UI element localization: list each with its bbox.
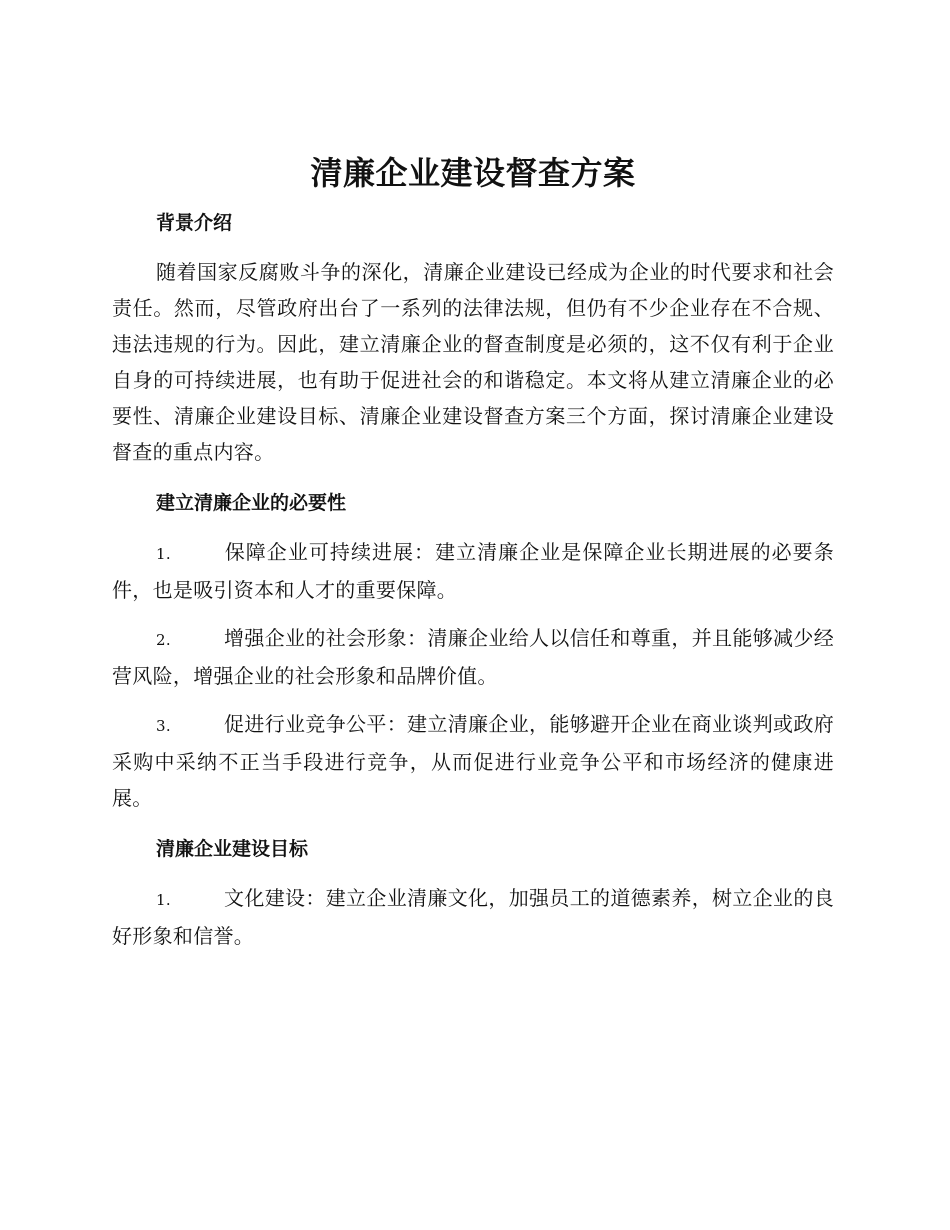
list-item — [112, 706, 834, 816]
list-number: 2. — [156, 631, 171, 649]
list-item-text: 文化建设：建立企业清廉文化，加强员工的道德素养，树立企业的良好形象和信誉。 — [112, 886, 834, 948]
list-item-text: 保障企业可持续进展：建立清廉企业是保障企业长期进展的必要条件，也是吸引资本和人才的重要保障。 — [112, 540, 834, 602]
document-body — [112, 150, 834, 954]
list-item — [112, 880, 834, 954]
section-heading-background: 背景介绍 — [156, 212, 233, 234]
background-paragraph: 随着国家反腐败斗争的深化，清廉企业建设已经成为企业的时代要求和社会责任。然而，尽管政府出台了一系列的法律法规，但仍有不少企业存在不合规、违法违规的行为。因此，建立清廉企业的督查制度是必须的，这不仅有利于企业自身的可持续进展，也有助于促进社会的和谐稳定。本文将从建立清廉企业的必要性、清廉企业建设目标、清廉企业建设督查方案三个方面，探讨清廉企业建设督查的重点内容。 — [112, 260, 834, 464]
list-item — [112, 534, 834, 608]
section-heading-goals: 清廉企业建设目标 — [156, 838, 309, 860]
list-number: 1. — [156, 891, 171, 909]
list-item-text: 促进行业竞争公平：建立清廉企业，能够避开企业在商业谈判或政府采购中采纳不正当手段进行竞争，从而促进行业竞争公平和市场经济的健康进展。 — [112, 712, 834, 810]
list-item — [112, 620, 834, 694]
list-number: 3. — [156, 717, 171, 735]
list-number: 1. — [156, 545, 171, 563]
document-title: 清廉企业建设督查方案 — [310, 154, 636, 192]
list-item-text: 增强企业的社会形象：清廉企业给人以信任和尊重，并且能够减少经营风险，增强企业的社会形象和品牌价值。 — [112, 626, 834, 688]
section-heading-necessity: 建立清廉企业的必要性 — [156, 492, 347, 514]
